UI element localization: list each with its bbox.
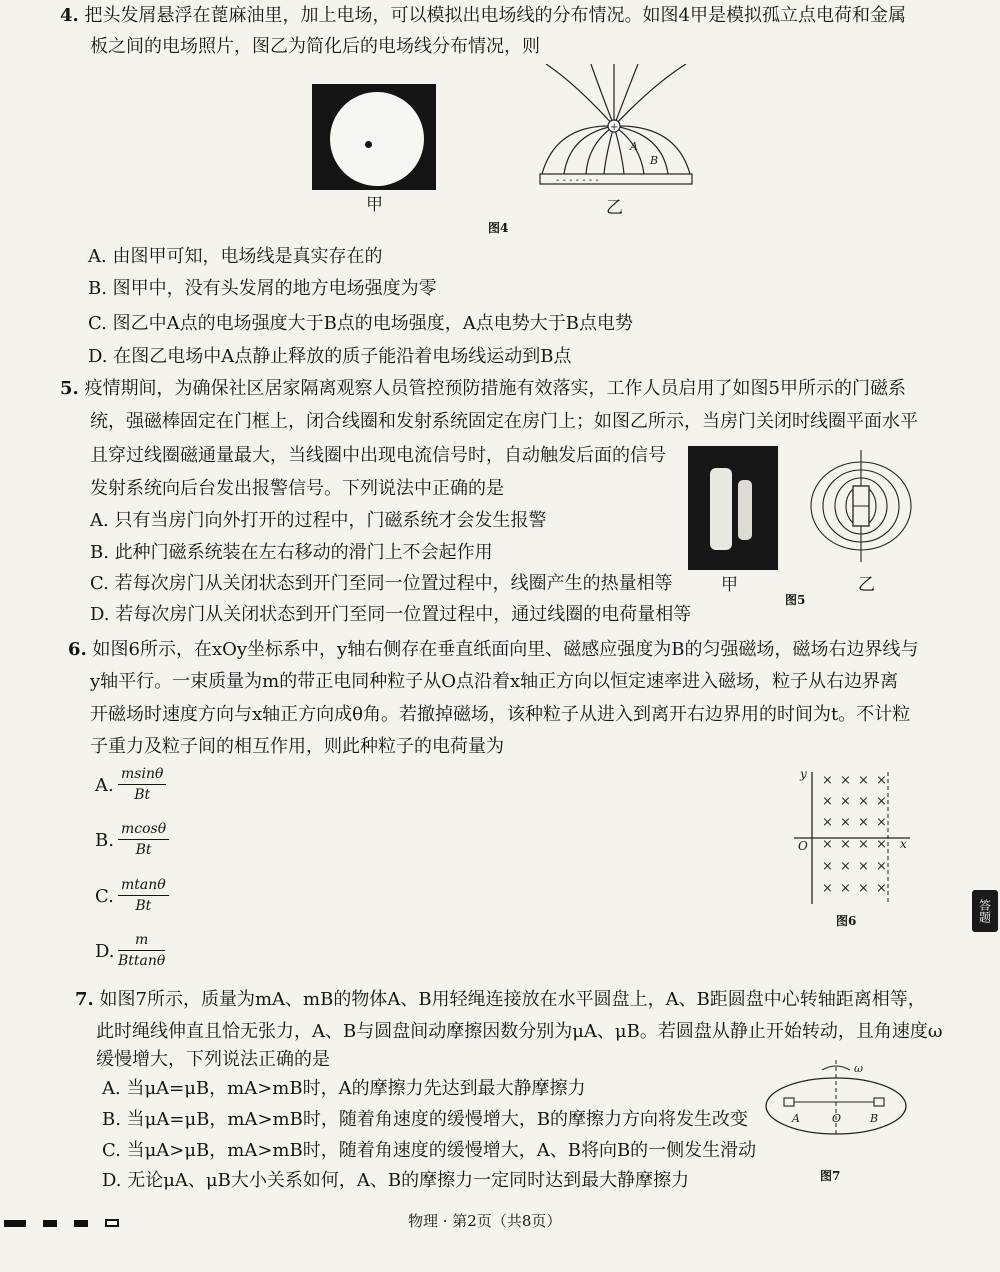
fig6-field-mark: × xyxy=(840,881,851,896)
fig6-field-mark: × xyxy=(822,794,833,809)
q4-option-d: D. 在图乙电场中A点静止释放的质子能沿着电场线运动到B点 xyxy=(88,346,572,367)
fig6-field-mark: × xyxy=(822,837,833,852)
q7-line3: 缓慢增大，下列说法正确的是 xyxy=(96,1049,330,1070)
fig4-label-jia: 甲 xyxy=(366,195,383,215)
q6-option-c-label: C. xyxy=(95,886,114,907)
fig6-field-mark: × xyxy=(858,881,869,896)
q4-number: 4. xyxy=(60,5,79,26)
fig4-point-b: B xyxy=(650,154,659,167)
fig6-axis-y: y xyxy=(800,767,807,781)
q7-option-a: A. 当μA=μB，mA>mB时，A的摩擦力先达到最大静摩擦力 xyxy=(102,1078,586,1099)
q4-option-b: B. 图甲中，没有头发屑的地方电场强度为零 xyxy=(88,278,437,299)
q7-option-d: D. 无论μA、μB大小关系如何，A、B的摩擦力一定同时达到最大静摩擦力 xyxy=(102,1170,690,1191)
fig6-field-mark: × xyxy=(876,859,887,874)
fig7-label-a: A xyxy=(792,1112,800,1125)
fig6-field-mark: × xyxy=(822,881,833,896)
svg-text:+: + xyxy=(610,122,619,133)
fig6-field-mark: × xyxy=(822,773,833,788)
fig5-magnet-diagram xyxy=(806,446,916,566)
q4-option-a: A. 由图甲可知，电场线是真实存在的 xyxy=(88,246,383,267)
fig6-axis-x: x xyxy=(900,837,907,851)
fig4-label-yi: 乙 xyxy=(606,198,623,218)
svg-text:- - - - - - -: - - - - - - - xyxy=(556,175,599,186)
q6-option-d-label: D. xyxy=(95,941,115,962)
fig7-omega: ω xyxy=(854,1062,863,1075)
q5-option-b: B. 此种门磁系统装在左右移动的滑门上不会起作用 xyxy=(90,542,493,563)
q6-option-a-label: A. xyxy=(95,775,114,796)
fig4-photo xyxy=(312,84,436,190)
q5-option-a: A. 只有当房门向外打开的过程中，门磁系统才会发生报警 xyxy=(90,510,547,531)
fig5-label-jia: 甲 xyxy=(721,575,738,595)
fig4-point-a: A xyxy=(630,140,638,153)
q6-line3: 开磁场时速度方向与x轴正方向成θ角。若撤掉磁场，该种粒子从进入到离开右边界用的时间为t。不计粒 xyxy=(90,704,911,725)
fig5-caption: 图5 xyxy=(785,593,806,607)
side-answer-tab: 答题 xyxy=(972,890,998,932)
fig7-label-b: B xyxy=(870,1112,879,1125)
q4-option-c: C. 图乙中A点的电场强度大于B点的电场强度，A点电势大于B点电势 xyxy=(88,313,634,334)
q5-option-c: C. 若每次房门从关闭状态到开门至同一位置过程中，线圈产生的热量相等 xyxy=(90,573,673,594)
fig4-field-diagram xyxy=(536,64,696,194)
q7-line1: 7. 如图7所示，质量为mA、mB的物体A、B用轻绳连接放在水平圆盘上，A、B距圆盘中心转轴距离相等， xyxy=(75,989,926,1010)
q7-line2: 此时绳线伸直且恰无张力，A、B与圆盘间动摩擦因数分别为μA、μB。若圆盘从静止开始转动，且角速度ω xyxy=(96,1021,943,1042)
fig6-field-mark: × xyxy=(840,815,851,830)
q6-option-a-fraction: $\frac{msin\theta}{Bt}$ xyxy=(118,764,166,805)
fig6-field-mark: × xyxy=(840,859,851,874)
q7-option-c: C. 当μA>μB，mA>mB时，随着角速度的缓慢增大，A、B将向B的一侧发生滑动 xyxy=(102,1140,757,1161)
registration-marks xyxy=(4,1212,131,1231)
fig4-caption: 图4 xyxy=(488,221,509,235)
fig7-caption: 图7 xyxy=(820,1169,841,1183)
q5-line1: 5. 疫情期间，为确保社区居家隔离观察人员管控预防措施有效落实，工作人员启用了如图5甲所示的门磁系 xyxy=(60,378,906,399)
fig6-field-mark: × xyxy=(840,794,851,809)
fig6-origin: O xyxy=(798,839,808,853)
fig6-field-mark: × xyxy=(840,773,851,788)
q5-option-d: D. 若每次房门从关闭状态到开门至同一位置过程中，通过线圈的电荷量相等 xyxy=(90,604,692,625)
fig6-field-mark: × xyxy=(876,815,887,830)
q4-line1: 4. 把头发屑悬浮在蓖麻油里，加上电场，可以模拟出电场线的分布情况。如图4甲是模拟孤立点电荷和金属 xyxy=(60,5,906,26)
fig6-field-mark: × xyxy=(858,794,869,809)
fig7-label-o: O xyxy=(832,1112,842,1125)
q5-number: 5. xyxy=(60,378,79,399)
fig5-label-yi: 乙 xyxy=(858,575,875,595)
q7-option-b: B. 当μA=μB，mA>mB时，随着角速度的缓慢增大，B的摩擦力方向将发生改变 xyxy=(102,1109,749,1130)
q6-option-d-fraction: $\frac{m}{Bttan\theta}$ xyxy=(118,932,166,969)
fig6-field-mark: × xyxy=(858,773,869,788)
q6-line1: 6. 如图6所示，在xOy坐标系中，y轴右侧存在垂直纸面向里、磁感应强度为B的匀强磁场，磁场右边界线与 xyxy=(68,639,919,660)
fig6-field-mark: × xyxy=(858,837,869,852)
q6-option-c-fraction: $\frac{mtan\theta}{Bt}$ xyxy=(118,875,169,916)
q7-number: 7. xyxy=(75,989,94,1010)
fig6-field-mark: × xyxy=(876,794,887,809)
q6-option-b-fraction: $\frac{mcos\theta}{Bt}$ xyxy=(118,819,169,860)
fig6-field-mark: × xyxy=(876,773,887,788)
q6-number: 6. xyxy=(68,639,87,660)
q5-line4: 发射系统向后台发出报警信号。下列说法中正确的是 xyxy=(90,478,504,499)
fig6-field-mark: × xyxy=(858,859,869,874)
fig6-field-mark: × xyxy=(876,881,887,896)
fig6-field-diagram xyxy=(792,764,914,910)
fig5-photo xyxy=(688,446,778,570)
q6-line2: y轴平行。一束质量为m的带正电同种粒子从O点沿着x轴正方向以恒定速率进入磁场，粒子从右边界离 xyxy=(90,671,899,692)
fig6-field-mark: × xyxy=(840,837,851,852)
q5-line3: 且穿过线圈磁通量最大，当线圈中出现电流信号时，自动触发后面的信号 xyxy=(90,445,666,466)
q6-option-b-label: B. xyxy=(95,830,114,851)
fig6-caption: 图6 xyxy=(836,914,857,928)
fig6-field-mark: × xyxy=(858,815,869,830)
fig6-field-mark: × xyxy=(822,859,833,874)
q5-line2: 统，强磁棒固定在门框上，闭合线圈和发射系统固定在房门上；如图乙所示，当房门关闭时线圈平面水平 xyxy=(90,411,918,432)
fig6-field-mark: × xyxy=(822,815,833,830)
fig6-field-mark: × xyxy=(876,837,887,852)
q4-line2: 板之间的电场照片，图乙为简化后的电场线分布情况，则 xyxy=(90,36,540,57)
page-footer: 物理 · 第2页（共8页） xyxy=(408,1212,562,1230)
q6-line4: 子重力及粒子间的相互作用，则此种粒子的电荷量为 xyxy=(90,736,504,757)
fig7-disc-diagram xyxy=(762,1058,912,1144)
